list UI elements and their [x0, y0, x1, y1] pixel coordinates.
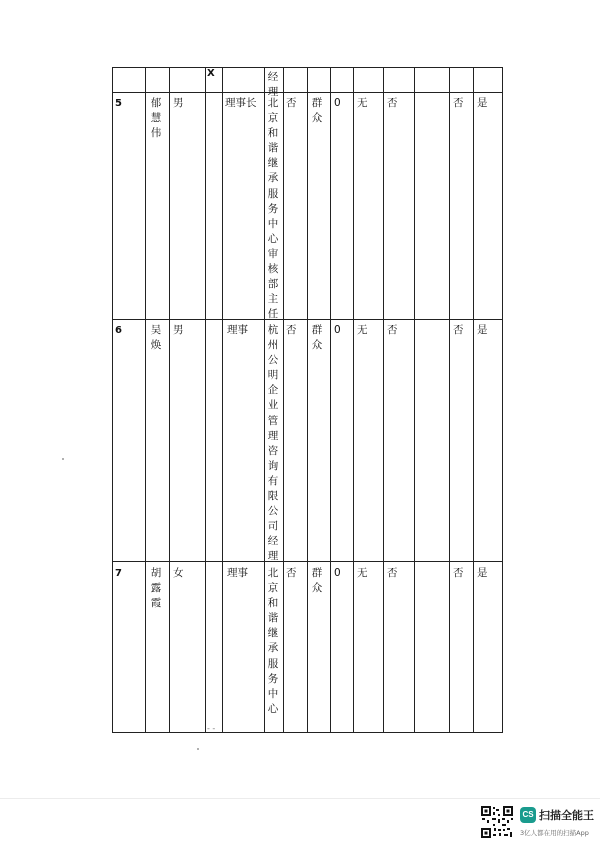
scanner-app-name: 扫描全能王	[539, 809, 594, 822]
position-cell: 北京和谐继承服务中心审核部主任	[267, 97, 279, 321]
column-divider	[283, 67, 284, 733]
column-divider	[205, 67, 206, 733]
political-status-cell: 群众	[311, 324, 323, 352]
scan-speck	[197, 748, 199, 750]
column-divider	[330, 67, 331, 733]
column-divider	[145, 67, 146, 733]
col-d-cell: 无	[357, 97, 368, 109]
col-e-cell: 否	[387, 567, 398, 579]
col-d-cell: 无	[357, 567, 368, 579]
col-c-cell: 0	[334, 324, 341, 336]
row-number: 7	[115, 568, 122, 579]
col-c-cell: 0	[334, 97, 341, 109]
col-d-cell: 无	[357, 324, 368, 336]
scan-speck	[62, 458, 64, 460]
column-divider	[473, 67, 474, 733]
col-h-cell: 是	[477, 324, 488, 336]
column-divider	[307, 67, 308, 733]
role-cell: 理事	[227, 567, 248, 579]
column-divider	[414, 67, 415, 733]
col-g-cell: 否	[453, 324, 464, 336]
member-name: 郁慧伟	[150, 97, 162, 140]
row-number: 5	[115, 98, 122, 109]
col-h-cell: 是	[477, 567, 488, 579]
qr-code-icon	[480, 805, 514, 839]
scanner-tagline: 3亿人都在用的扫描App	[520, 829, 589, 837]
row-number: 6	[115, 325, 122, 336]
col-a-cell: 否	[286, 97, 297, 109]
gender-cell: 男	[173, 324, 184, 336]
political-status-cell: 群众	[311, 97, 323, 125]
col-h-cell: 是	[477, 97, 488, 109]
col-g-cell: 否	[453, 567, 464, 579]
column-divider	[112, 67, 113, 733]
political-status-cell: 群众	[311, 567, 323, 595]
scan-dash-mark: - -	[207, 724, 216, 733]
column-divider	[222, 67, 223, 733]
col-c-cell: 0	[334, 567, 341, 579]
member-name: 吴焕	[150, 324, 162, 352]
column-divider	[449, 67, 450, 733]
column-divider	[264, 67, 265, 733]
member-name: 胡露霞	[150, 567, 162, 610]
x-mark: X	[207, 68, 215, 79]
footer-divider	[0, 798, 600, 799]
gender-cell: 女	[173, 567, 184, 579]
role-cell: 理事	[227, 324, 248, 336]
col-a-cell: 否	[286, 567, 297, 579]
position-cell: 北京和谐继承服务中心	[267, 567, 279, 715]
column-divider	[383, 67, 384, 733]
column-divider	[502, 67, 503, 733]
role-cell: 理事长	[225, 97, 257, 109]
position-tail-text: 经理	[267, 71, 279, 99]
position-cell: 杭州公明企业管理咨询有限公司经理	[267, 324, 279, 563]
col-e-cell: 否	[387, 97, 398, 109]
col-g-cell: 否	[453, 97, 464, 109]
column-divider	[353, 67, 354, 733]
camscanner-logo-icon: CS	[520, 807, 536, 823]
gender-cell: 男	[173, 97, 184, 109]
col-a-cell: 否	[286, 324, 297, 336]
col-e-cell: 否	[387, 324, 398, 336]
column-divider	[169, 67, 170, 733]
